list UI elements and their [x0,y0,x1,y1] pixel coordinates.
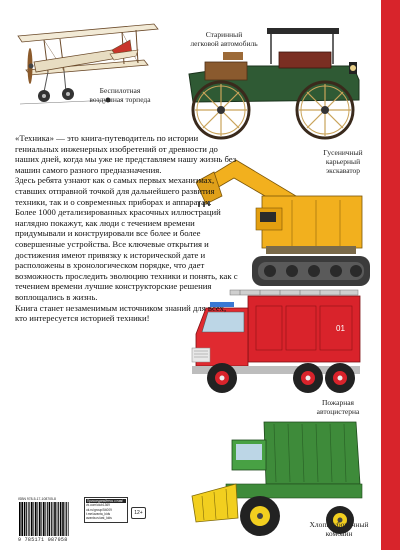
barcode-bar [39,502,41,536]
social-link-2[interactable]: ok.ru/group/54009 [86,507,112,512]
social-links-box [84,497,128,523]
barcode-bar [62,502,64,536]
barcode-bar [66,502,67,536]
barcode-bar [45,502,46,536]
social-link-4[interactable]: avanta.ru/ast_kids [86,516,112,521]
barcode-bar [24,502,26,536]
barcode-bar [19,502,21,536]
barcode-bar [54,502,56,536]
barcode-bar [28,502,29,536]
age-rating-badge: 12+ [131,507,146,519]
barcode-bar [43,502,45,536]
isbn-text: ISBN 978-5-17-108705-8 [18,497,56,501]
caption-car-line2: легковой автомобиль [190,39,258,48]
social-link-1[interactable]: vk.com/club1369 [86,503,110,508]
barcode-bar [35,502,37,536]
barcode-bar [65,502,66,536]
barcode-bar [68,502,69,536]
barcode-bar [49,502,51,536]
caption-plane [80,86,160,104]
caption-excavator [310,148,376,175]
truck-number: 01 [336,324,345,333]
barcode-bar [53,502,54,536]
barcode-bar [60,502,62,536]
barcode-bar [51,502,52,536]
barcode-bar [57,502,58,536]
barcode-bar [29,502,30,536]
caption-excavator-line2: карьерный [325,157,361,166]
barcode [18,502,78,536]
barcode-bar [58,502,59,536]
vintage-car-illustration [183,22,368,142]
description-paragraph-1: «Техника» — это книга-путеводитель по истории гениальных инженерных изобретений от древности до наших дней, когда мы уже не представляем нашу жизнь без машин самого разного предназначения. [15,133,237,175]
caption-excavator-line3: экскаватор [325,166,361,175]
caption-firetruck-line1: Пожарная [321,398,355,407]
social-link-3[interactable]: t.me/avanta_kids [86,511,111,516]
caption-car-line1: Старинный [205,30,243,39]
social-links-heading: Присоединяйтесь к нам! [86,499,126,503]
barcode-bar [31,502,33,536]
back-cover-description [15,133,240,324]
caption-firetruck-line2: автоцистерна [316,407,360,416]
barcode-bar [26,502,27,536]
barcode-bar [37,502,38,536]
barcode-bar [21,502,23,536]
spine-strip [381,0,400,550]
caption-combine [300,520,378,538]
caption-excavator-line1: Гусеничный [323,148,363,157]
description-paragraph-3: Более 1000 детализированных красочных иллюстраций наглядно покажут, как люди с течением времени придумывали и конструировали все более и более совершенные устройства. Все ключевые открытия и достижения имеют привязку к исторической дате и расположены в хронологическом порядке, что дает возможность проследить эволюцию техники и понять, как с течением времени лучшие конструкторские решения воплощались в жизнь. [15,207,238,302]
caption-firetruck [302,398,374,416]
caption-combine-line1: Хлопкоуборочный [309,520,369,529]
caption-plane-line1: Беспилотная [99,86,141,95]
caption-plane-line2: воздушная торпеда [89,95,151,104]
caption-combine-line2: комбайн [325,529,353,538]
barcode-digits: 9 785171 087058 [18,537,68,543]
barcode-bar [33,502,34,536]
barcode-bar [41,502,42,536]
barcode-bar [47,502,48,536]
description-paragraph-2: Здесь ребята узнают как о самых первых механизмах, ставших отправной точкой для дальнейшего развития техники, так и о современных приборах и аппаратах. [15,175,215,207]
description-paragraph-4: Книга станет незаменимым источником знаний для всех, кто интересуется историей техники! [15,302,227,324]
